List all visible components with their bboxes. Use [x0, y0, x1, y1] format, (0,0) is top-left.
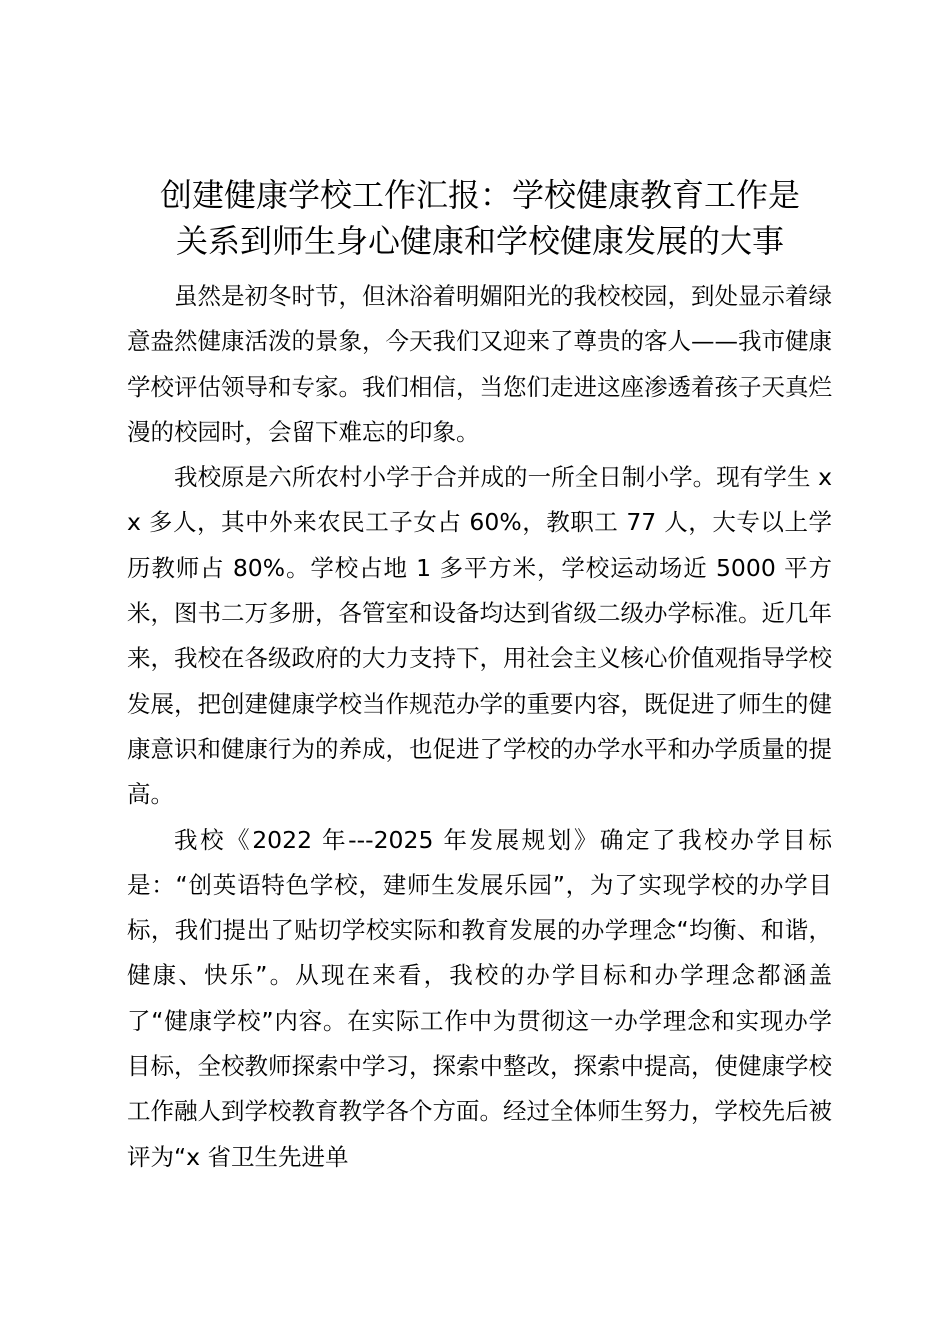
title-line-2: 关系到师生身心健康和学校健康发展的大事 [175, 222, 784, 260]
paragraph-school-overview: 我校原是六所农村小学于合并成的一所全日制小学。现有学生 xx 多人，其中外来农民工子女占 60%，教职工 77 人，大专以上学历教师占 80%。学校占地 1 多平方米，学校运动场近 5000 平方米，图书二万多册，各管室和设备均达到省级二级办学标准。近几年来，我校在各级政府的大力支持下，用社会主义核心价值观指导学校发展，把创建健康学校当作规范办学的重要内容，既促进了师生的健康意识和健康行为的养成，也促进了学校的办学水平和办学质量的提高。 [127, 463, 832, 809]
paragraph-development-plan: 我校《2022 年---2025 年发展规划》确定了我校办学目标是：“创英语特色学校，建师生发展乐园”，为了实现学校的办学目标，我们提出了贴切学校实际和教育发展的办学理念“均衡、和谐，健康、快乐”。从现在来看，我校的办学目标和办学理念都涵盖了“健康学校”内容。在实际工作中为贯彻这一办学理念和实现办学目标，全校教师探索中学习，探索中整改，探索中提高，使健康学校工作融人到学校教育教学各个方面。经过全体师生努力，学校先后被评为“x 省卫生先进单 [127, 825, 832, 1171]
title-line-1: 创建健康学校工作汇报：学校健康教育工作是 [159, 176, 800, 214]
paragraph-intro: 虽然是初冬时节，但沐浴着明媚阳光的我校校园，到处显示着绿意盎然健康活泼的景象，今天我们又迎来了尊贵的客人——我市健康学校评估领导和专家。我们相信，当您们走进这座渗透着孩子天真烂漫的校园时，会留下难忘的印象。 [127, 282, 832, 446]
document-body [127, 274, 832, 1180]
document-title [90, 172, 870, 264]
